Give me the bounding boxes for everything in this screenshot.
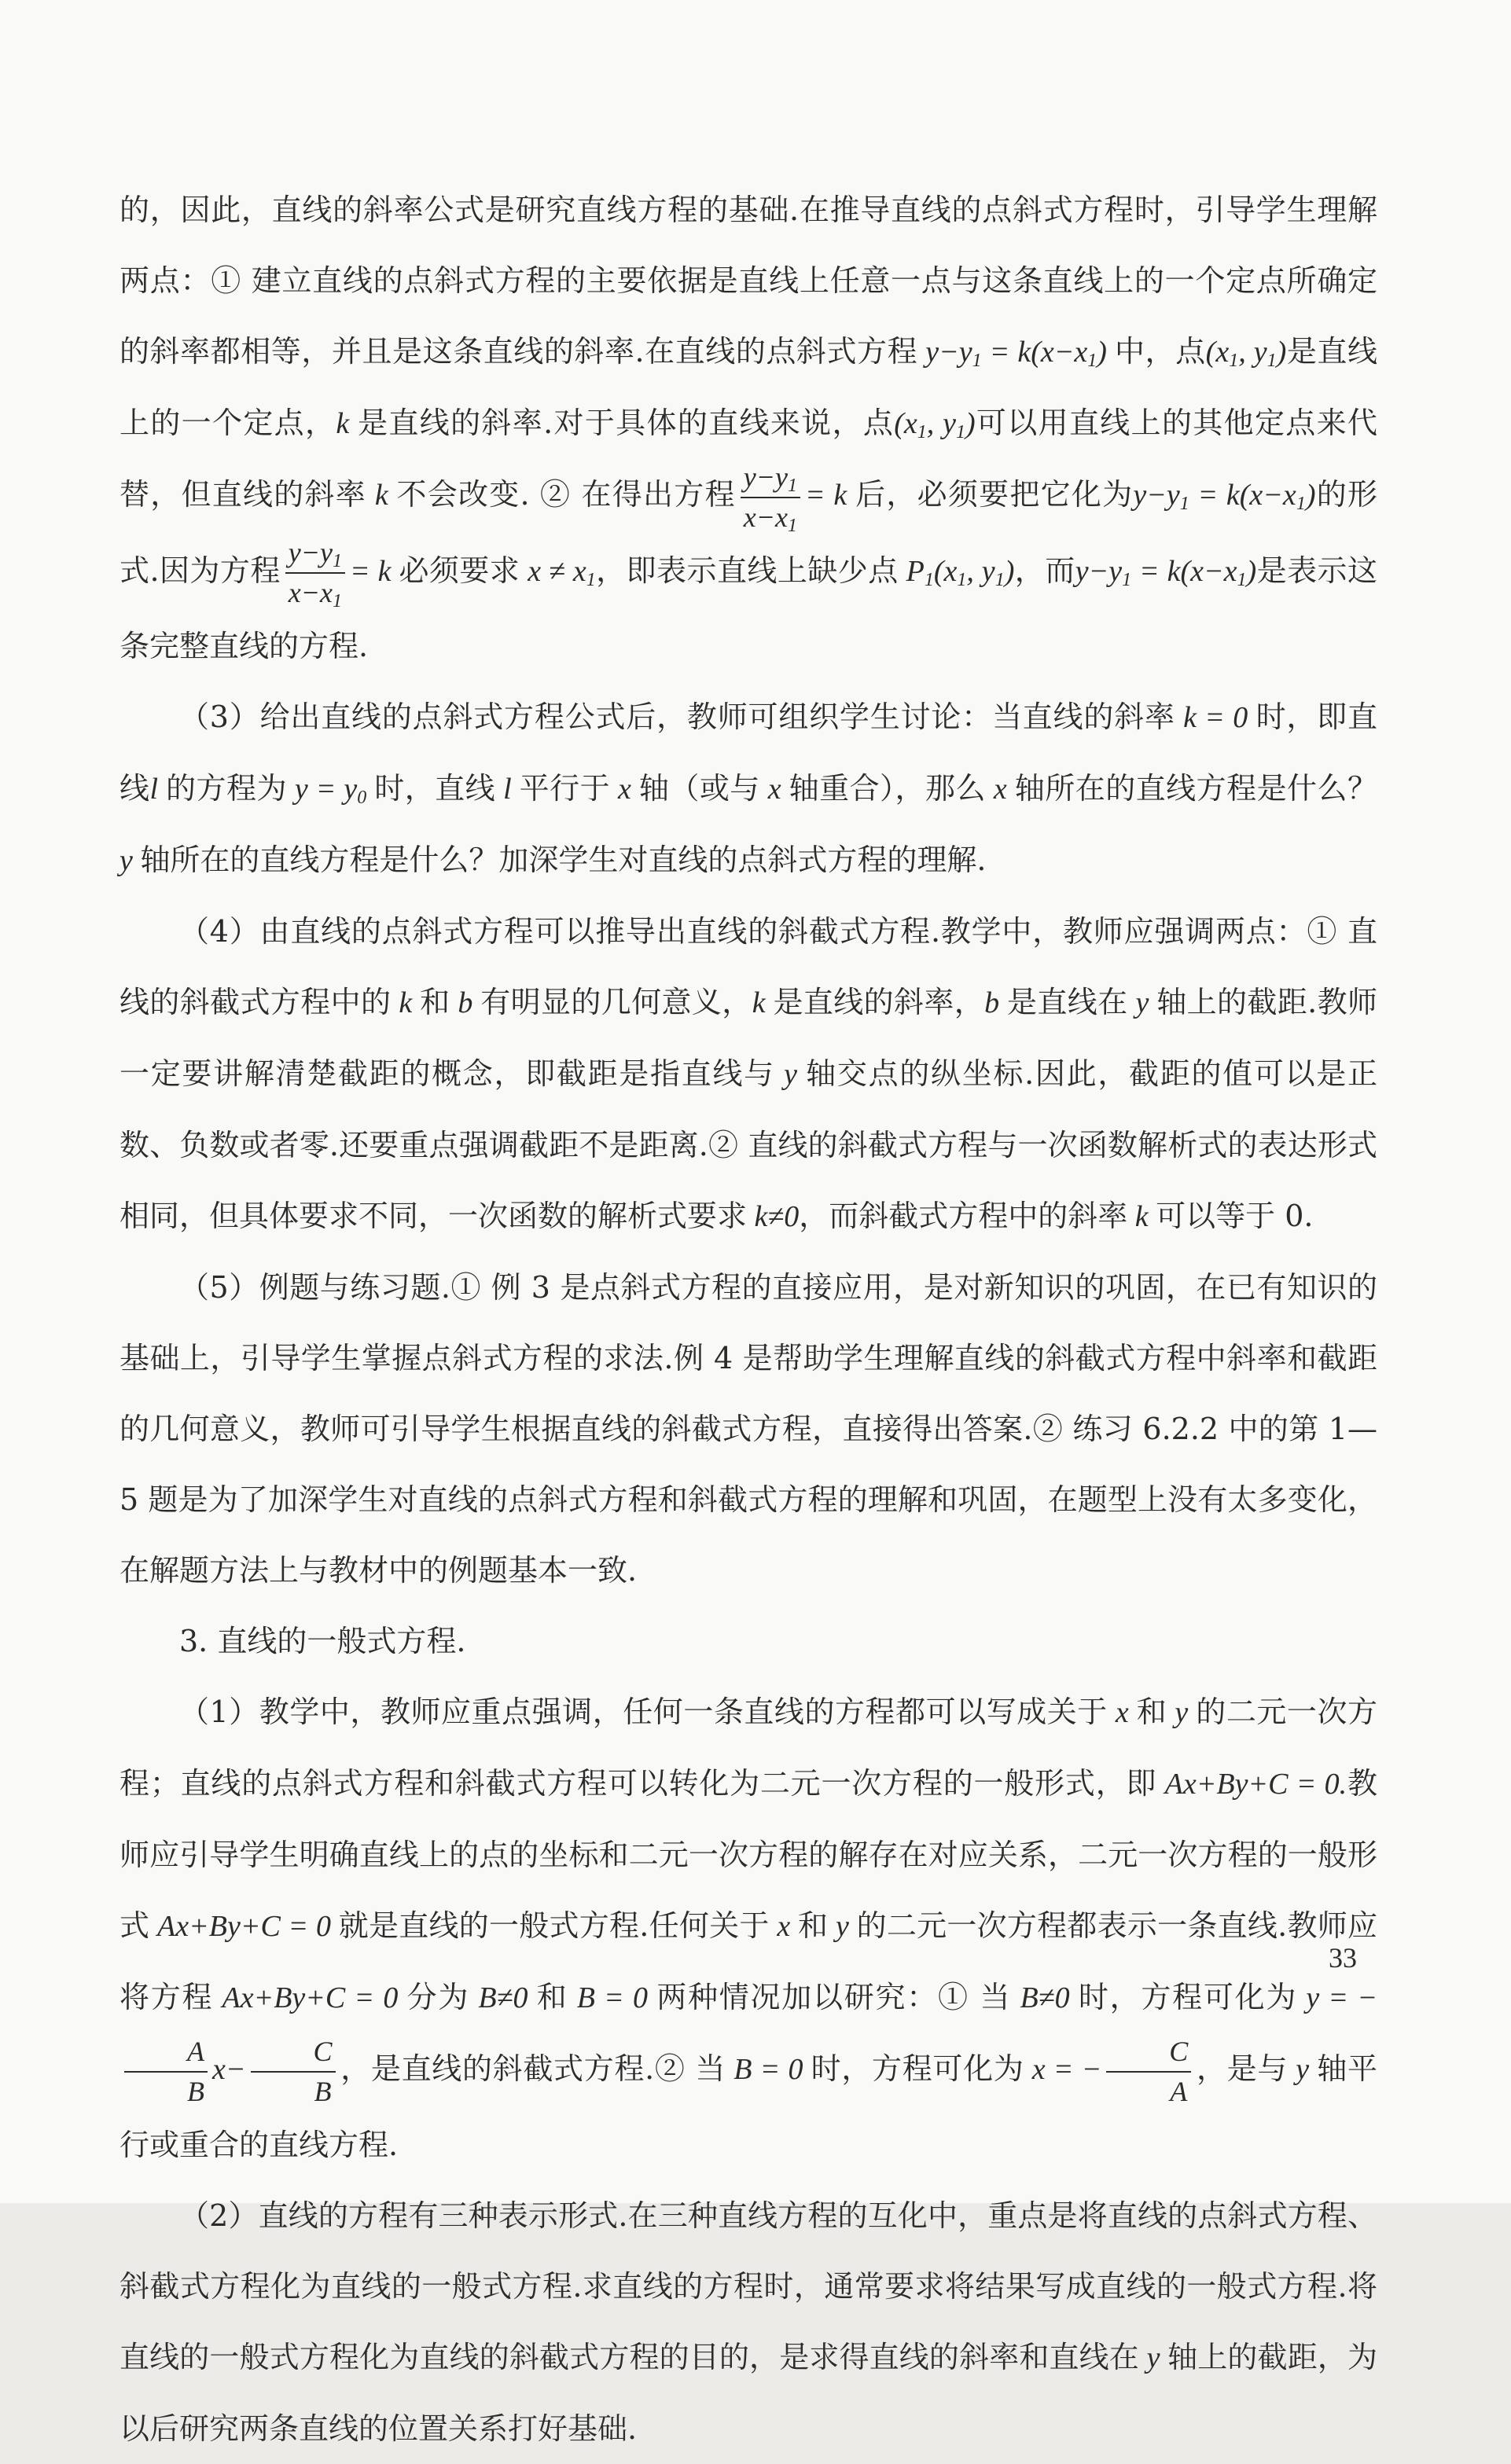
fraction-a-over-b: $\frac{A}{B}$	[124, 2034, 208, 2110]
paragraph-4: （4）由直线的点斜式方程可以推导出直线的斜截式方程.教学中，教师应强调两点：① 直线的斜截式方程中的 k 和 b 有明显的几何意义，k 是直线的斜率，b 是直线在 y 轴上的截距.教师一定要讲解清楚截距的概念，即截距是指直线与 y 轴交点的纵坐标.因此，截距的值可以是正数、负数或者零.还要重点强调截距不是距离.② 直线的斜截式方程与一次函数解析式的表达形式相同，但具体要求不同，一次函数的解析式要求 k≠0，而斜截式方程中的斜率 k 可以等于 0.	[119, 914, 1377, 1233]
paragraph-point-slope-derivation: 的，因此，直线的斜率公式是研究直线方程的基础.在推导直线的点斜式方程时，引导学生理解两点：① 建立直线的点斜式方程的主要依据是直线上任意一点与这条直线上的一个定点所确定的斜率都相等，并且是这条直线的斜率.在直线的点斜式方程 $y-y_1 = k(x-x_1)$ 中，点($x_1$, $y_1$)是直线上的一个定点，k 是直线的斜率.对于具体的直线来说，点($x_1$, $y_1$)可以用直线上的其他定点来代替，但直线的斜率 k 不会改变. ② 在得出方程 $\frac{y-y_1}{x-x_1}$ = k 后，必须要把它化为$y-y_1 = k(x-x_1)$的形式.因为方程 $\frac{y-y_1}{x-x_1}$ = k 必须要求 $x \ne x_1$，即表示直线上缺少点 $P_1(x_1$, $y_1$)，而$y-y_1 = k(x-x_1)$是表示这条完整直线的方程.	[119, 193, 1377, 663]
fraction-slope: $\frac{y-y_1}{x-x_1}$	[741, 460, 800, 535]
paragraph-3: （3）给出直线的点斜式方程公式后，教师可组织学生讨论：当直线的斜率 k = 0 时，即直线l 的方程为 $y = y_0$ 时，直线 l 平行于 x 轴（或与 x 轴重合），那么 x 轴所在的直线方程是什么？ y 轴所在的直线方程是什么？加深学生对直线的点斜式方程的理解.	[119, 700, 1377, 877]
page-body	[119, 174, 1377, 2464]
section-heading-general-form: 3. 直线的一般式方程.	[179, 1624, 466, 1658]
fraction-c-over-b: $\frac{C}{B}$	[251, 2034, 336, 2110]
fraction-slope-2: $\frac{y-y_1}{x-x_1}$	[285, 535, 345, 611]
paragraph-general-form-2: （2）直线的方程有三种表示形式.在三种直线方程的互化中，重点是将直线的点斜式方程、斜截式方程化为直线的一般式方程.求直线的方程时，通常要求将结果写成直线的一般式方程.将直线的一般式方程化为直线的斜截式方程的目的，是求得直线的斜率和直线在 y 轴上的截距，为以后研究两条直线的位置关系打好基础.	[119, 2198, 1377, 2446]
paragraph-5: （5）例题与练习题.① 例 3 是点斜式方程的直接应用，是对新知识的巩固，在已有知识的基础上，引导学生掌握点斜式方程的求法.例 4 是帮助学生理解直线的斜截式方程中斜率和截距的几何意义，教师可引导学生根据直线的斜截式方程，直接得出答案.② 练习 6.2.2 中的第 1—5 题是为了加深学生对直线的点斜式方程和斜截式方程的理解和巩固，在题型上没有太多变化，在解题方法上与教材中的例题基本一致.	[119, 1270, 1377, 1588]
page-number: 33	[1329, 1942, 1357, 1974]
paragraph-general-form-1: （1）教学中，教师应重点强调，任何一条直线的方程都可以写成关于 x 和 y 的二元一次方程；直线的点斜式方程和斜截式方程可以转化为二元一次方程的一般形式，即 Ax+By+C = 0.教师应引导学生明确直线上的点的坐标和二元一次方程的解存在对应关系，二元一次方程的一般形式 Ax+By+C = 0 就是直线的一般式方程.任何关于 x 和 y 的二元一次方程都表示一条直线.教师应将方程 Ax+By+C = 0 分为 B≠0 和 B = 0 两种情况加以研究：① 当 B≠0 时，方程可化为 y = − $\frac{A}{B}$ x− $\frac{C}{B}$ ，是直线的斜截式方程.② 当 B = 0 时，方程可化为 x = − $\frac{C}{A}$ ，是与 y 轴平行或重合的直线方程.	[119, 1695, 1377, 2162]
fraction-c-over-a: $\frac{C}{A}$	[1106, 2034, 1191, 2110]
